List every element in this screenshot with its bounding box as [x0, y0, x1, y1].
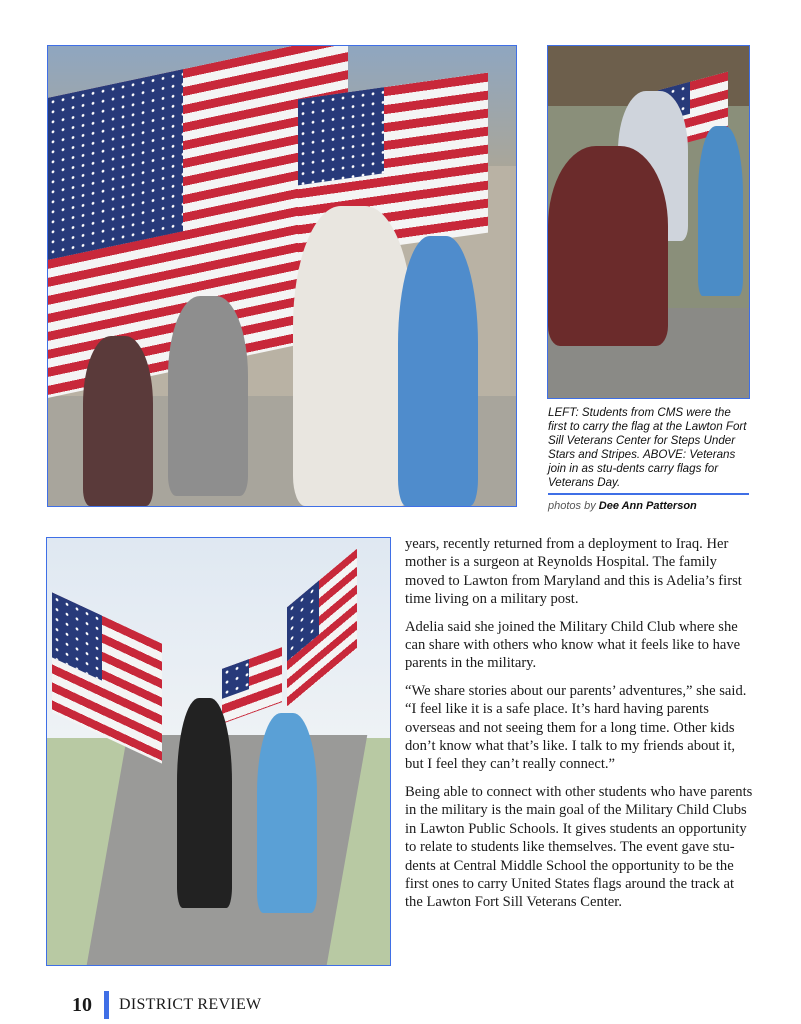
students-walking-track-photo — [46, 537, 391, 966]
credit-name: Dee Ann Patterson — [598, 500, 697, 512]
publication-name: DISTRICT REVIEW — [119, 996, 262, 1013]
student — [293, 206, 413, 506]
student — [257, 713, 317, 913]
student — [83, 336, 153, 506]
veteran-wheelchair — [548, 146, 668, 346]
article-paragraph: Adelia said she joined the Military Child Club where she can share with others who know what it feels like to have parents in the military. — [405, 618, 741, 672]
article-paragraph: years, recently returned from a deployment to Iraq. Her mother is a surgeon at Reynolds Hospital. The family moved to Lawton from Maryland and this is Adelia’s first time living on a military post. — [405, 536, 742, 608]
student — [168, 296, 248, 496]
caption-divider — [548, 493, 749, 495]
student — [177, 698, 232, 908]
footer-divider — [104, 991, 109, 1019]
students-carrying-flags-photo — [47, 45, 517, 507]
credit-prefix: photos by — [548, 500, 596, 512]
veterans-join-photo — [547, 45, 750, 399]
student — [698, 126, 743, 296]
page-number: 10 — [72, 993, 92, 1016]
article-paragraph: “We share stories about our parents’ adventures,” she said. “I feel like it is a safe place. It’s hard having parents overseas and not seeing them for a long time. Other kids don’t know what that’s like. I talk to my friends about it, but I feel they can’t really connect.” — [405, 682, 747, 773]
photo-credit — [548, 500, 697, 512]
photo-caption: LEFT: Students from CMS were the first to carry the flag at the Lawton Fort Sill Veterans Center for Steps Under Stars and Stripes. ABOVE: Veterans join in as stu-dents carry flags for Veterans Day. — [548, 406, 747, 489]
article-body — [405, 535, 753, 921]
article-paragraph: Being able to connect with other students who have parents in the military is the main goal of the Military Child Clubs in Lawton Public Schools. It gives students an opportunity to relate to students like themselves. The event gave stu-dents at Central Middle School the opportunity to be the first ones to carry United States flags around the track at the Lawton Fort Sill Veterans Center. — [405, 783, 753, 911]
page-footer — [72, 990, 261, 1020]
student — [398, 236, 478, 506]
